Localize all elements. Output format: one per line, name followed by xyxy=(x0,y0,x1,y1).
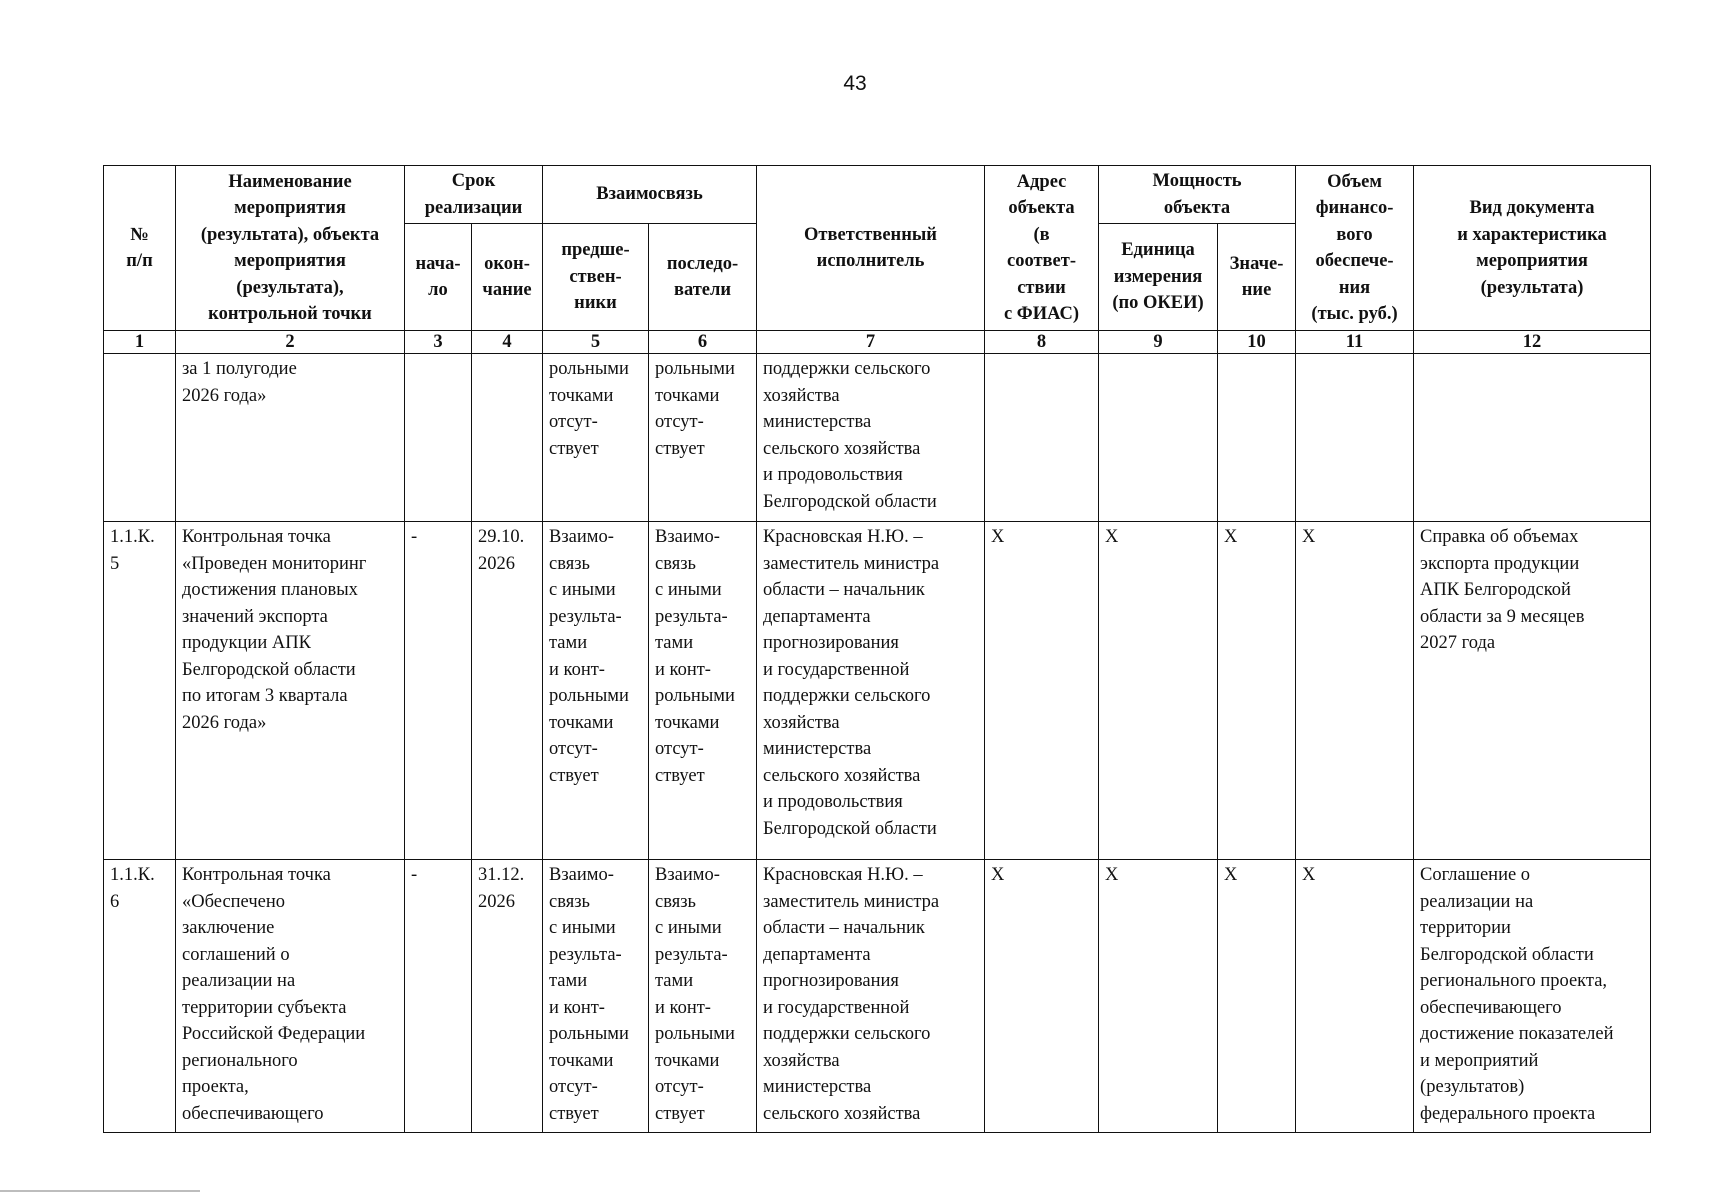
column-number: 2 xyxy=(176,331,405,354)
column-number: 8 xyxy=(985,331,1099,354)
plan-table xyxy=(103,165,1651,1133)
header-responsible: Ответственный исполнитель xyxy=(757,166,985,331)
cell-num xyxy=(104,354,176,522)
cell-responsible: Красновская Н.Ю. – заместитель министра области – начальник департамента прогнозирования и государственной поддержки сельского хозяйства министерства сельского хозяйства и продовольствия Белгородской области xyxy=(757,522,985,860)
cell-value xyxy=(1218,354,1296,522)
column-number-row xyxy=(104,331,1651,354)
cell-address: Х xyxy=(985,522,1099,860)
cell-financing: Х xyxy=(1296,860,1414,1133)
table-row xyxy=(104,354,1651,522)
cell-address xyxy=(985,354,1099,522)
cell-end xyxy=(472,354,543,522)
header-start: нача- ло xyxy=(405,224,472,331)
column-number: 5 xyxy=(543,331,649,354)
cell-financing xyxy=(1296,354,1414,522)
cell-successors: рольными точками отсут- ствует xyxy=(649,354,757,522)
header-name: Наименование мероприятия (результата), объекта мероприятия (результата), контрольной точки xyxy=(176,166,405,331)
column-number: 6 xyxy=(649,331,757,354)
cell-end: 31.12. 2026 xyxy=(472,860,543,1133)
table-row xyxy=(104,522,1651,860)
cell-responsible: Красновская Н.Ю. – заместитель министра области – начальник департамента прогнозирования и государственной поддержки сельского хозяйства министерства сельского хозяйства xyxy=(757,860,985,1133)
header-row-1 xyxy=(104,166,1651,224)
header-capacity: Мощность объекта xyxy=(1099,166,1296,224)
cell-name: за 1 полугодие 2026 года» xyxy=(176,354,405,522)
header-end: окон- чание xyxy=(472,224,543,331)
cell-successors: Взаимо- связь с иными результа- тами и конт- рольными точками отсут- ствует xyxy=(649,522,757,860)
cell-end: 29.10. 2026 xyxy=(472,522,543,860)
cell-start: - xyxy=(405,522,472,860)
cell-unit: Х xyxy=(1099,860,1218,1133)
header-unit: Единица измерения (по ОКЕИ) xyxy=(1099,224,1218,331)
column-number: 10 xyxy=(1218,331,1296,354)
cell-predecessors: рольными точками отсут- ствует xyxy=(543,354,649,522)
cell-name: Контрольная точка «Обеспечено заключение соглашений о реализации на территории субъекта Российской Федерации регионального проекта, обеспечивающего xyxy=(176,860,405,1133)
header-value: Значе- ние xyxy=(1218,224,1296,331)
header-financing: Объем финансо- вого обеспече- ния (тыс. руб.) xyxy=(1296,166,1414,331)
header-document: Вид документа и характеристика мероприятия (результата) xyxy=(1414,166,1651,331)
cell-predecessors: Взаимо- связь с иными результа- тами и конт- рольными точками отсут- ствует xyxy=(543,522,649,860)
table-row xyxy=(104,860,1651,1133)
column-number: 3 xyxy=(405,331,472,354)
header-srok: Срок реализации xyxy=(405,166,543,224)
page-number: 43 xyxy=(843,72,867,95)
cell-predecessors: Взаимо- связь с иными результа- тами и конт- рольными точками отсут- ствует xyxy=(543,860,649,1133)
cell-start xyxy=(405,354,472,522)
column-number: 1 xyxy=(104,331,176,354)
cell-document xyxy=(1414,354,1651,522)
header-address: Адрес объекта (в соответ- ствии с ФИАС) xyxy=(985,166,1099,331)
cell-document: Соглашение о реализации на территории Белгородской области регионального проекта, обеспечивающего достижение показателей и мероприятий (результатов) федерального проекта xyxy=(1414,860,1651,1133)
column-number: 9 xyxy=(1099,331,1218,354)
header-successors: последо- ватели xyxy=(649,224,757,331)
cell-document: Справка об объемах экспорта продукции АПК Белгородской области за 9 месяцев 2027 года xyxy=(1414,522,1651,860)
cell-num: 1.1.К. 5 xyxy=(104,522,176,860)
column-number: 4 xyxy=(472,331,543,354)
cell-num: 1.1.К. 6 xyxy=(104,860,176,1133)
cell-name: Контрольная точка «Проведен мониторинг достижения плановых значений экспорта продукции АПК Белгородской области по итогам 3 квартала 2026 года» xyxy=(176,522,405,860)
cell-successors: Взаимо- связь с иными результа- тами и конт- рольными точками отсут- ствует xyxy=(649,860,757,1133)
cell-start: - xyxy=(405,860,472,1133)
column-number: 7 xyxy=(757,331,985,354)
header-num: № п/п xyxy=(104,166,176,331)
cell-responsible: поддержки сельского хозяйства министерства сельского хозяйства и продовольствия Белгородской области xyxy=(757,354,985,522)
column-number: 12 xyxy=(1414,331,1651,354)
cell-address: Х xyxy=(985,860,1099,1133)
cell-unit xyxy=(1099,354,1218,522)
header-vzaimosvyaz: Взаимосвязь xyxy=(543,166,757,224)
header-predecessors: предше- ствен- ники xyxy=(543,224,649,331)
cell-financing: Х xyxy=(1296,522,1414,860)
scan-edge-line xyxy=(0,1190,200,1192)
cell-value: Х xyxy=(1218,860,1296,1133)
cell-unit: Х xyxy=(1099,522,1218,860)
cell-value: Х xyxy=(1218,522,1296,860)
column-number: 11 xyxy=(1296,331,1414,354)
